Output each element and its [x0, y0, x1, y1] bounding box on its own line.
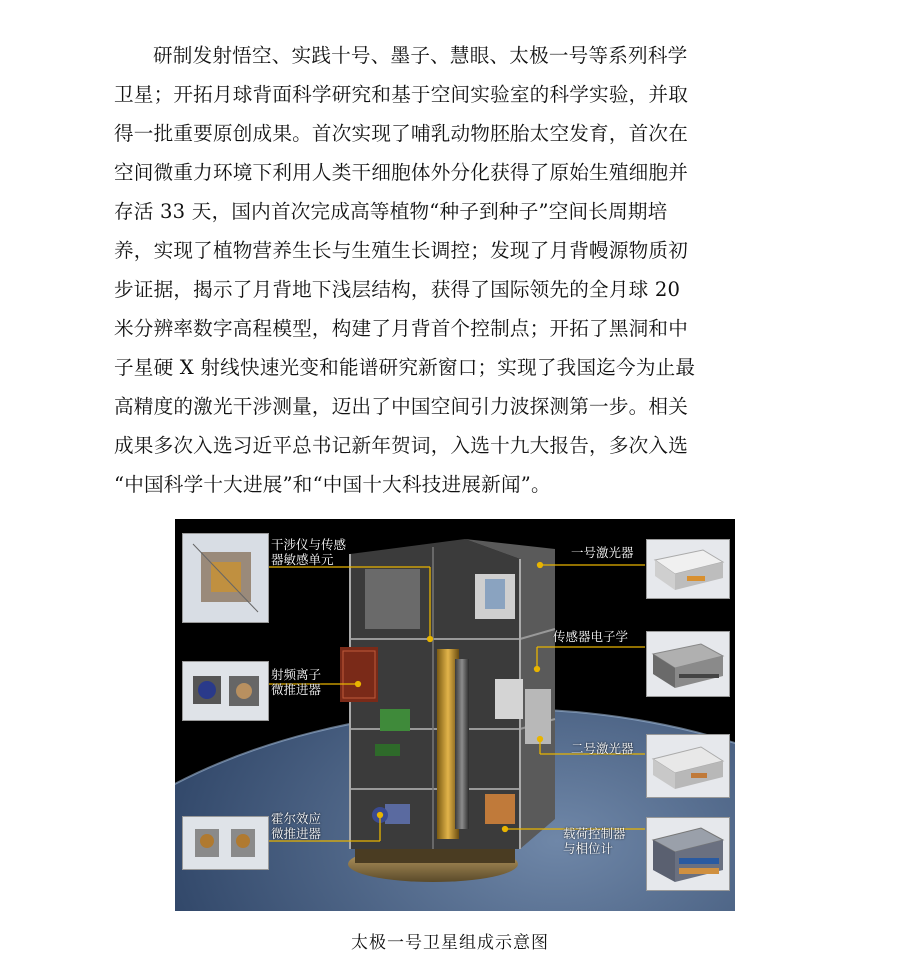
laser2-unit	[525, 689, 551, 744]
body-paragraph	[114, 36, 786, 504]
payload-controller-unit	[485, 794, 515, 824]
payload-controller-label	[563, 826, 626, 856]
paragraph-line: 空间微重力环境下利用人类干细胞体外分化获得了原始生殖细胞并	[114, 161, 689, 184]
label-line: 微推进器	[271, 826, 322, 841]
paragraph-line: 卫星；开拓月球背面科学研究和基于空间实验室的科学实验，并取	[114, 83, 689, 106]
rf-thruster-label	[271, 667, 321, 697]
paragraph-line: 高精度的激光干涉测量，迈出了中国空间引力波探测第一步。相关	[114, 395, 689, 418]
laser1-label: 一号激光器	[571, 545, 634, 560]
hall-thruster-thumbnail	[182, 816, 269, 870]
laser2-label: 二号激光器	[571, 741, 634, 756]
paragraph-line: 存活 33 天，国内首次完成高等植物“种子到种子”空间长周期培	[114, 200, 668, 223]
sensor-electronics-thumbnail	[646, 631, 730, 697]
satellite-figure	[175, 519, 735, 911]
laser1-thumbnail	[646, 539, 730, 599]
label-line: 干涉仪与传感	[271, 537, 347, 552]
laser2-thumbnail	[646, 734, 730, 798]
paragraph-line: 成果多次入选习近平总书记新年贺词，入选十九大报告，多次入选	[114, 434, 689, 457]
paragraph-line: 得一批重要原创成果。首次实现了哺乳动物胚胎太空发育，首次在	[114, 122, 689, 145]
paragraph-line: “中国科学十大进展”和“中国十大科技进展新闻”。	[114, 473, 551, 496]
paragraph-line: 养，实现了植物营养生长与生殖生长调控；发现了月背幔源物质初	[114, 239, 689, 262]
rf-thruster-unit	[340, 647, 378, 702]
label-line: 微推进器	[271, 682, 322, 697]
label-line: 与相位计	[563, 841, 614, 856]
label-line: 载荷控制器	[563, 826, 626, 841]
payload-controller-thumbnail	[646, 817, 730, 891]
label-line: 霍尔效应	[271, 811, 322, 826]
interferometer-thumbnail	[182, 533, 269, 623]
interferometer-label	[271, 537, 346, 567]
figure-caption: 太极一号卫星组成示意图	[351, 933, 549, 953]
paragraph-line: 步证据，揭示了月背地下浅层结构，获得了国际领先的全月球 20	[114, 278, 681, 301]
label-line: 射频离子	[271, 667, 322, 682]
sensor-electronics-label: 传感器电子学	[553, 629, 629, 644]
paragraph-line: 米分辨率数字高程模型，构建了月背首个控制点；开拓了黑洞和中	[114, 317, 689, 340]
label-line: 器敏感单元	[271, 552, 334, 567]
paragraph-line: 子星硬 X 射线快速光变和能谱研究新窗口；实现了我国迄今为止最	[114, 356, 696, 379]
rf-thruster-thumbnail	[182, 661, 269, 721]
hall-thruster-label	[271, 811, 321, 841]
paragraph-line: 研制发射悟空、实践十号、墨子、慧眼、太极一号等系列科学	[153, 44, 688, 67]
